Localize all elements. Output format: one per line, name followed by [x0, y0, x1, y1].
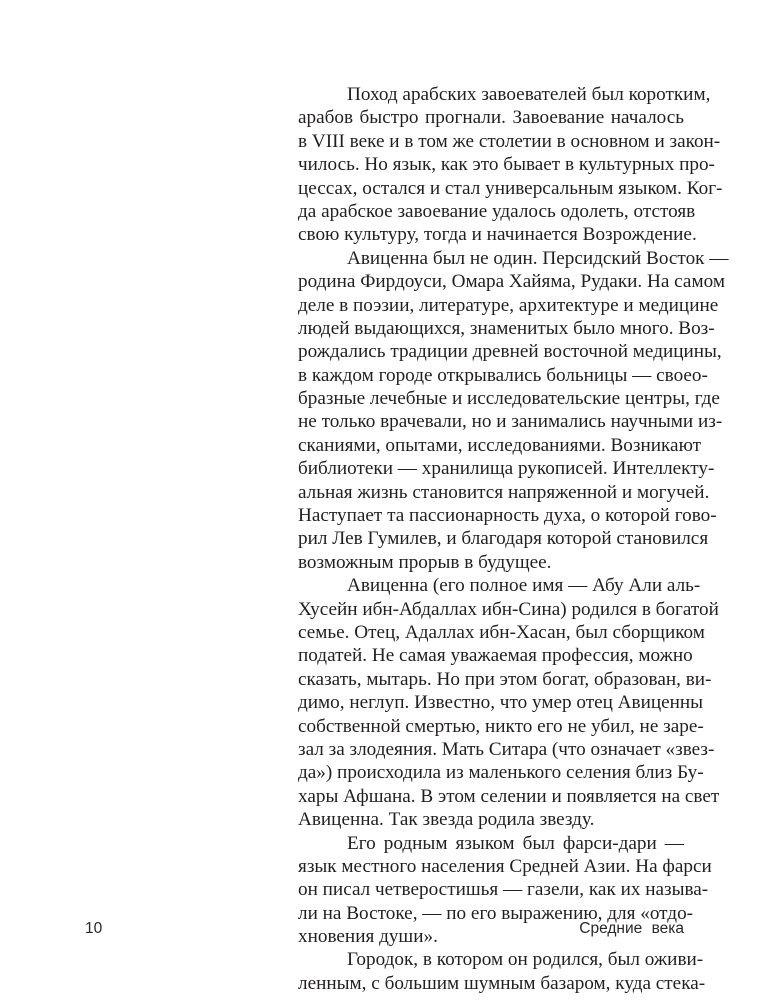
- text-line: в каждом городе открывались больницы — своео-: [298, 364, 708, 386]
- text-line: ли на Востоке, — по его выражению, для «отдо-: [298, 902, 694, 924]
- text-line: димо, неглуп. Известно, что умер отец Авиценны: [298, 692, 704, 714]
- text-line: Поход арабских завоевателей был коротким,: [347, 84, 711, 105]
- text-line: податей. Не самая уважаемая профессия, можно: [298, 645, 693, 667]
- text-line: ленным, с большим шумным базаром, куда стека-: [298, 972, 706, 994]
- text-line: рождались традиции древней восточной медицины,: [298, 341, 722, 363]
- text-line: арабов быстро прогнали. Завоевание началось: [298, 107, 684, 129]
- text-line: язык местного населения Средней Азии. На фарси: [298, 855, 712, 877]
- text-line: сказать, мытарь. Но при этом богат, образован, ви-: [298, 668, 712, 690]
- text-line: да арабское завоевание удалось одолеть, отстояв: [298, 200, 696, 222]
- text-line: бразные лечебные и исследовательские центры, где: [298, 388, 720, 410]
- text-line: деле в поэзии, литературе, архитектуре и медицине: [298, 294, 719, 316]
- body-text: [298, 83, 729, 995]
- text-line: не только врачевали, но и занимались научными из-: [298, 411, 723, 433]
- text-line: библиотеки — хранилища рукописей. Интеллекту-: [298, 458, 715, 480]
- text-line: хары Афшана. В этом селении и появляется на свет: [298, 785, 720, 807]
- text-line: зал за злодеяния. Мать Ситара (что означает «звез-: [298, 738, 715, 760]
- text-line: Авиценна (его полное имя — Абу Али аль-: [347, 575, 701, 597]
- running-title: Средние века: [579, 920, 684, 937]
- text-line: альная жизнь становится напряженной и могучей.: [298, 481, 710, 503]
- page-number: 10: [85, 920, 103, 937]
- text-line: Авиценна. Так звезда родила звезду.: [298, 809, 595, 831]
- text-line: собственной смертью, никто его не убил, не заре-: [298, 715, 704, 737]
- text-line: Городок, в котором он родился, был оживи-: [347, 949, 704, 971]
- text-line: сканиями, опытами, исследованиями. Возникают: [298, 434, 702, 456]
- text-line: Авиценна был не один. Персидский Восток —: [347, 247, 729, 269]
- text-line: родина Фирдоуси, Омара Хайяма, Рудаки. На самом: [298, 271, 725, 293]
- text-line: он писал четверостишья — газели, как их называ-: [298, 879, 709, 901]
- text-line: да») происходила из маленького селения близ Бу-: [298, 762, 704, 784]
- text-line: Наступает та пассионарность духа, о которой гово-: [298, 505, 717, 527]
- text-line: Хусейн ибн-Абдаллах ибн-Сина) родился в богатой: [298, 598, 719, 620]
- paragraph: [298, 574, 720, 831]
- text-line: семье. Отец, Адаллах ибн-Хасан, был сборщиком: [298, 621, 705, 643]
- text-line: свою культуру, тогда и начинается Возрождение.: [298, 224, 697, 246]
- paragraph: [298, 83, 723, 247]
- text-line: в VIII веке и в том же столетии в основном и закон-: [298, 130, 721, 152]
- text-line: цессах, остался и стал универсальным языком. Ког-: [298, 177, 723, 199]
- paragraph: [298, 948, 706, 995]
- text-line: людей выдающихся, знаменитых было много. Воз-: [298, 317, 715, 339]
- text-line: хновения души».: [298, 926, 438, 948]
- paragraph: [298, 247, 729, 574]
- text-line: Его родным языком был фарси-дари —: [347, 832, 684, 854]
- text-line: рил Лев Гумилев, и благодаря которой становился: [298, 528, 709, 550]
- text-line: возможным прорыв в будущее.: [298, 551, 552, 573]
- text-line: чилось. Но язык, как это бывает в культурных про-: [298, 154, 715, 176]
